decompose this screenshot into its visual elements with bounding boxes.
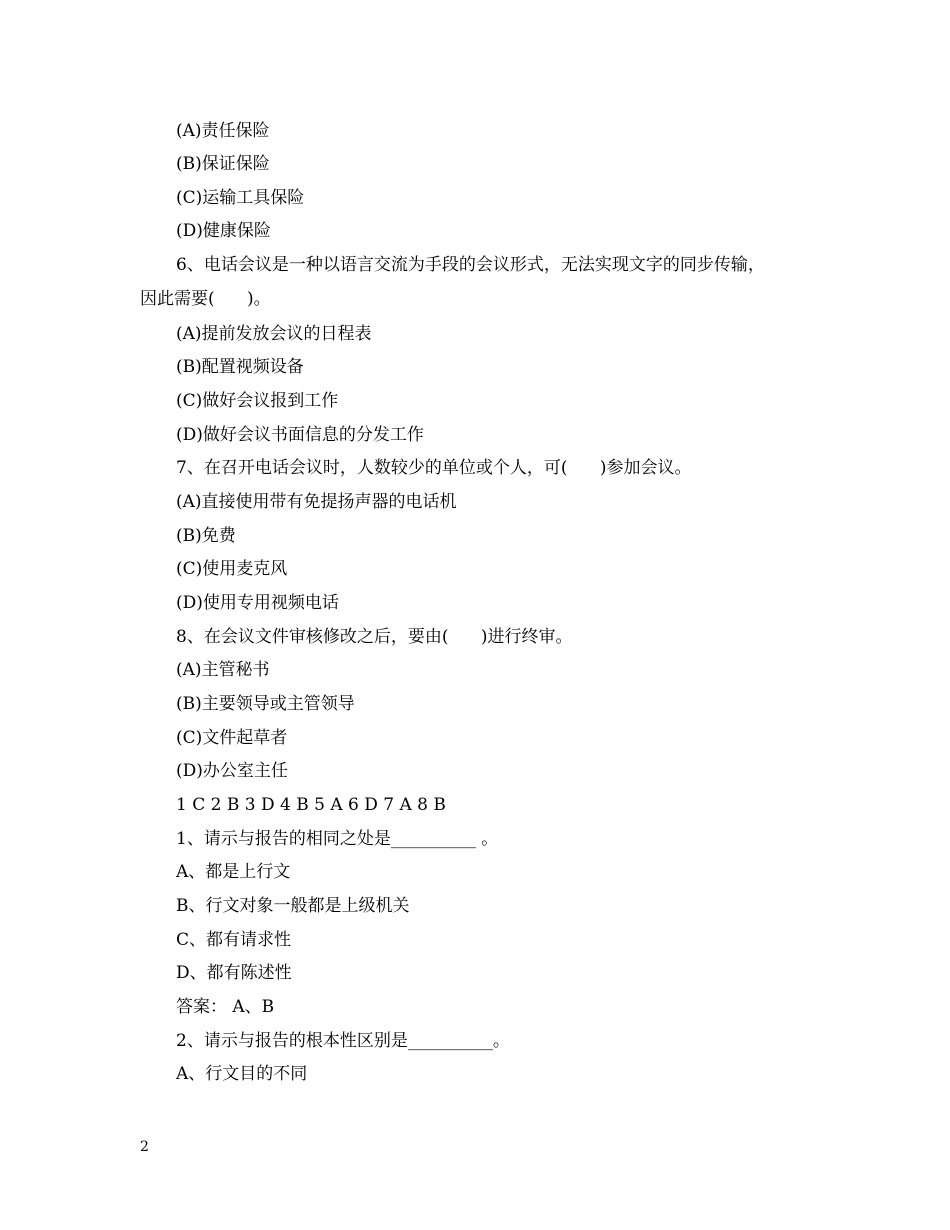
answer-key: 1 C 2 B 3 D 4 B 5 A 6 D 7 A 8 B — [176, 795, 446, 815]
option-d-health-insurance: (D)健康保险 — [176, 221, 271, 241]
q1-option-c: C、都有请求性 — [176, 930, 292, 950]
q6-option-b: (B)配置视频设备 — [176, 357, 304, 377]
q7-option-d: (D)使用专用视频电话 — [176, 593, 339, 613]
q8-option-c: (C)文件起草者 — [176, 728, 288, 748]
question-8: 8、在会议文件审核修改之后，要由( )进行终审。 — [176, 627, 573, 647]
q2-option-a: A、行文目的不同 — [176, 1064, 308, 1084]
q1-option-a: A、都是上行文 — [176, 862, 291, 882]
q7-option-b: (B)免费 — [176, 526, 236, 546]
page-number: 2 — [140, 1139, 149, 1155]
question-6-line-2: 因此需要( )。 — [140, 289, 271, 309]
q8-option-d: (D)办公室主任 — [176, 761, 288, 781]
question-2-request-report: 2、请示与报告的根本性区别是__________。 — [176, 1031, 510, 1051]
q7-option-c: (C)使用麦克风 — [176, 559, 288, 579]
q1-option-d: D、都有陈述性 — [176, 963, 292, 983]
q7-option-a: (A)直接使用带有免提扬声器的电话机 — [176, 492, 457, 512]
q6-option-a: (A)提前发放会议的日程表 — [176, 324, 372, 344]
q8-option-a: (A)主管秘书 — [176, 660, 270, 680]
q1-option-b: B、行文对象一般都是上级机关 — [176, 896, 410, 916]
q6-option-c: (C)做好会议报到工作 — [176, 391, 339, 411]
question-1-request-report: 1、请示与报告的相同之处是__________ 。 — [176, 829, 499, 849]
question-6-line-1: 6、电话会议是一种以语言交流为手段的会议形式，无法实现文字的同步传输， — [176, 255, 765, 275]
option-a-liability-insurance: (A)责任保险 — [176, 121, 270, 141]
option-c-vehicle-insurance: (C)运输工具保险 — [176, 188, 305, 208]
q8-option-b: (B)主要领导或主管领导 — [176, 694, 355, 714]
q6-option-d: (D)做好会议书面信息的分发工作 — [176, 425, 424, 445]
question-7: 7、在召开电话会议时，人数较少的单位或个人，可( )参加会议。 — [176, 458, 692, 478]
option-b-guarantee-insurance: (B)保证保险 — [176, 154, 270, 174]
q1-answer: 答案： A、B — [176, 997, 275, 1017]
